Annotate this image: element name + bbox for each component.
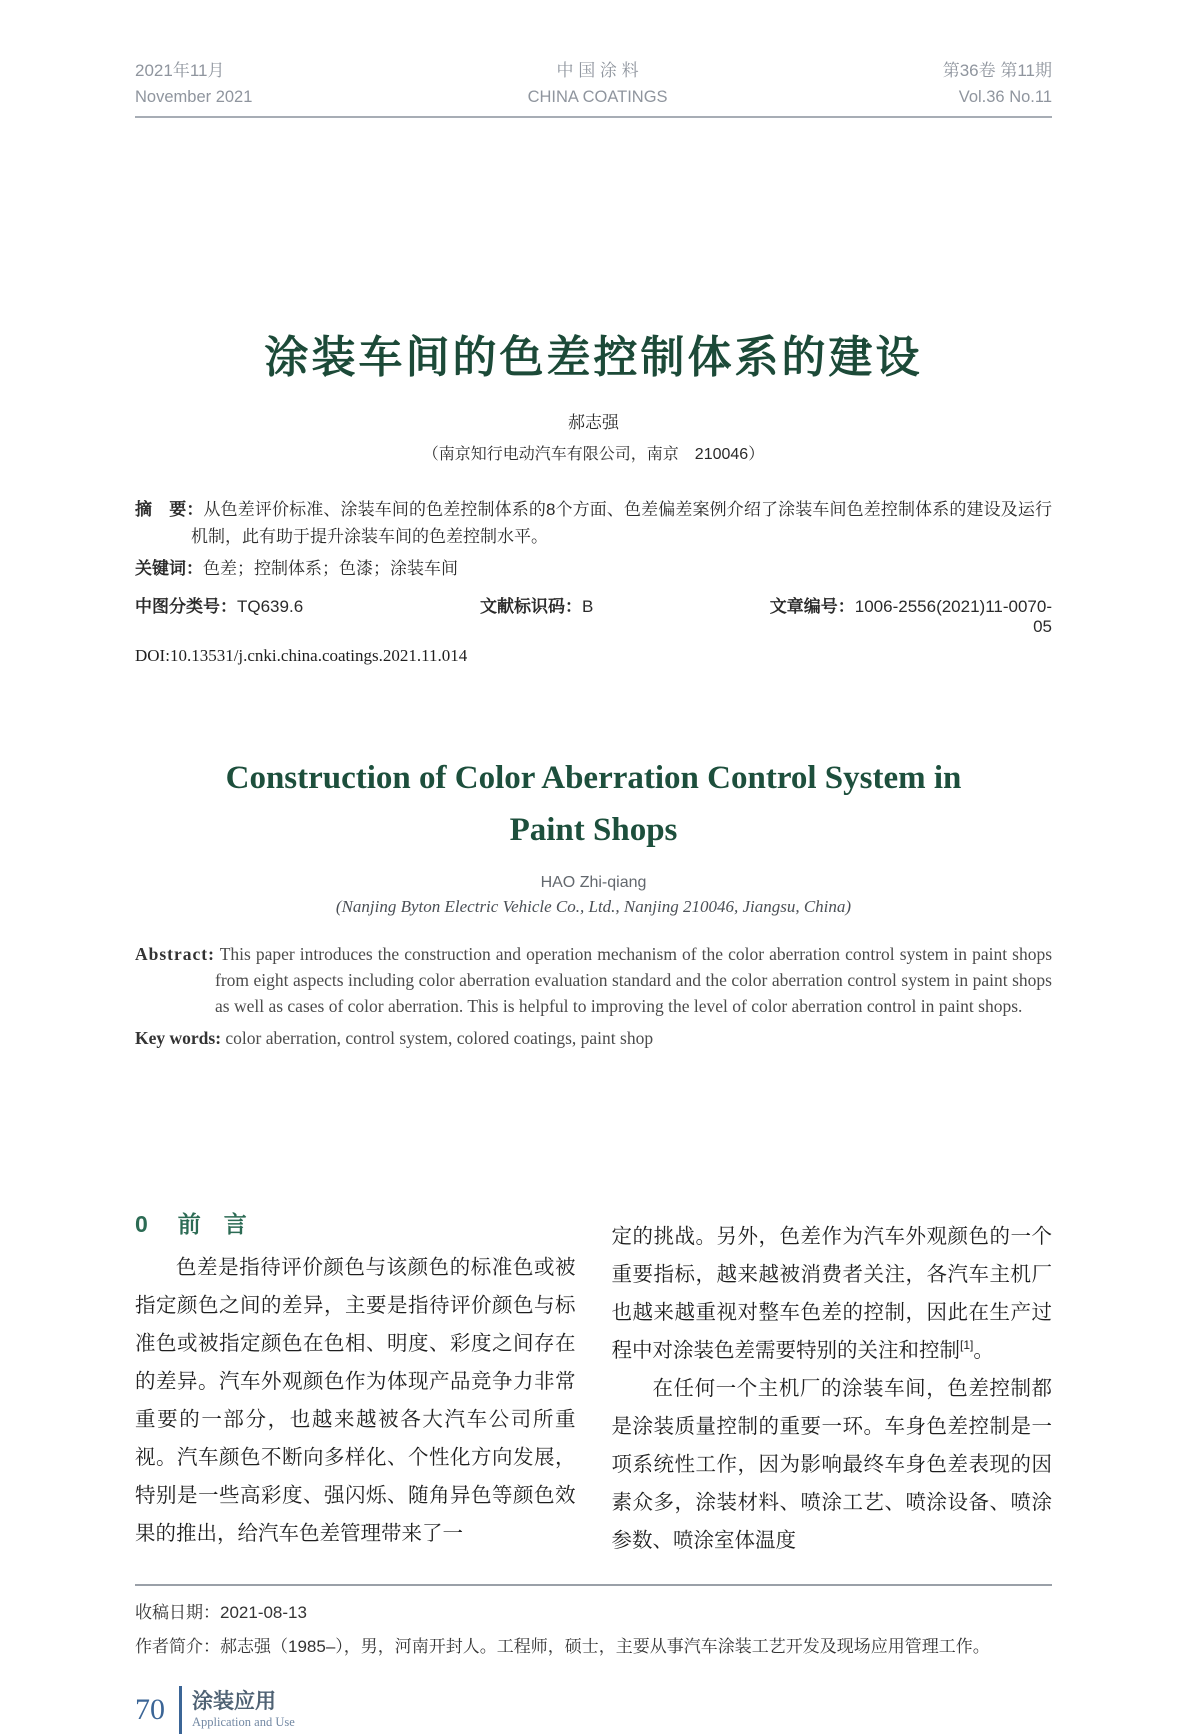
keywords-en-text: color aberration, control system, colored coatings, paint shop (225, 1028, 654, 1048)
header-date (135, 58, 252, 110)
abstract-en-label: Abstract: (135, 944, 215, 964)
meta-clc-value: TQ639.6 (237, 597, 304, 616)
meta-article-id-value: 1006-2556(2021)11-0070-05 (854, 597, 1052, 636)
body-paragraph-right-2: 在任何一个主机厂的涂装车间，色差控制都是涂装质量控制的重要一环。车身色差控制是一项系统性工作，因为影响最终车身色差表现的因素众多，涂装材料、喷涂工艺、喷涂设备、喷涂参数、喷涂室体温度 (611, 1377, 1052, 1552)
abstract-cn (135, 496, 1052, 550)
citation-ref-1: [1] (960, 1338, 974, 1353)
meta-clc (135, 592, 480, 637)
abstract-cn-text: 从色差评价标准、涂装车间的色差控制体系的8个方面、色差偏差案例介绍了涂装车间色差控制体系的建设及运行机制，此有助于提升涂装车间的色差控制水平。 (191, 500, 1053, 546)
journal-name-en: CHINA COATINGS (527, 88, 668, 106)
received-date-value: 2021-08-13 (220, 1603, 307, 1622)
header-date-en: November 2021 (135, 88, 253, 106)
meta-row (135, 592, 1052, 637)
received-date-label: 收稿日期： (135, 1603, 220, 1622)
header-date-cn: 2021年11月 (135, 61, 225, 80)
article-title-en (135, 752, 1052, 856)
issue-cn: 第36卷 第11期 (942, 61, 1052, 80)
page-marker (135, 1686, 1052, 1734)
meta-article-id-label: 文章编号： (769, 597, 855, 616)
article-title-en-line2: Paint Shops (509, 812, 678, 848)
page-marker-divider (179, 1686, 182, 1734)
meta-clc-label: 中图分类号： (135, 597, 237, 616)
keywords-en-label: Key words: (135, 1028, 222, 1048)
body-left-column (135, 1209, 576, 1560)
meta-doc-code-label: 文献标识码： (480, 597, 582, 616)
article-title-cn: 涂装车间的色差控制体系的建设 (264, 333, 923, 382)
keywords-cn-label: 关键词： (135, 559, 203, 578)
keywords-cn (135, 555, 1052, 582)
meta-doc-code-value: B (582, 597, 594, 616)
column-name-en: Application and Use (192, 1715, 295, 1729)
section-0-heading (135, 1209, 576, 1239)
abstract-cn-label: 摘 要： (135, 500, 204, 519)
author-en: HAO Zhi-qiang (540, 874, 647, 891)
page-number: 70 (135, 1693, 165, 1726)
body-columns (135, 1209, 1052, 1560)
keywords-en (135, 1025, 1052, 1051)
body-paragraph-right-1 (612, 1218, 1053, 1370)
keywords-cn-text: 色差；控制体系；色漆；涂装车间 (203, 559, 458, 578)
journal-header (135, 0, 1052, 110)
article-title-en-line1: Construction of Color Aberration Control System in (225, 760, 962, 796)
affiliation-en: (Nanjing Byton Electric Vehicle Co., Ltd., Nanjing 210046, Jiangsu, China) (335, 897, 852, 916)
section-0-number: 0 (135, 1211, 148, 1237)
paragraph-right-1-text: 定的挑战。另外，色差作为汽车外观颜色的一个重要指标，越来越被消费者关注，各汽车主机厂也越来越重视对整车色差的控制，因此在生产过程中对涂装色差需要特别的关注和控制 (611, 1225, 1052, 1362)
meta-doc-code (480, 592, 760, 637)
footnote-rule (135, 1584, 1052, 1586)
affiliation-cn: （南京知行电动汽车有限公司，南京 210046） (422, 446, 765, 463)
author-cn: 郝志强 (568, 413, 619, 432)
header-journal-name (528, 58, 668, 110)
author-bio-value: 郝志强（1985–），男，河南开封人。工程师，硕士，主要从事汽车涂装工艺开发及现场应用管理工作。 (220, 1637, 990, 1656)
column-section (192, 1690, 295, 1730)
header-rule (135, 116, 1052, 118)
author-bio-label: 作者简介： (135, 1637, 220, 1656)
body-paragraph-left: 色差是指待评价颜色与该颜色的标准色或被指定颜色之间的差异，主要是指待评价颜色与标准色或被指定颜色在色相、明度、彩度之间存在的差异。汽车外观颜色作为体现产品竞争力非常重要的一部分，也越来越被各大汽车公司所重视。汽车颜色不断向多样化、个性化方向发展，特别是一些高彩度、强闪烁、随角异色等颜色效果的推出，给汽车色差管理带来了一 (135, 1256, 576, 1545)
doi: DOI:10.13531/j.cnki.china.coatings.2021.11.014 (135, 646, 468, 665)
paragraph-right-1-end: 。 (973, 1339, 994, 1362)
received-date-note (135, 1600, 1052, 1626)
meta-article-id (760, 592, 1052, 637)
author-bio-note (135, 1634, 1052, 1660)
column-name-cn: 涂装应用 (192, 1690, 276, 1713)
header-issue (943, 58, 1052, 110)
body-right-column (612, 1209, 1053, 1560)
issue-en: Vol.36 No.11 (958, 88, 1052, 106)
abstract-en (135, 941, 1052, 1019)
section-0-title: 前 言 (177, 1211, 247, 1237)
abstract-en-text: This paper introduces the construction and operation mechanism of the color aberration control system in paint shops from eight aspects including color aberration evaluation standard and the color aberration control system in paint shops as well as cases of color aberration. This is helpful to improving the level of color aberration control in paint shops. (215, 944, 1053, 1016)
journal-name-cn: 中 国 涂 料 (556, 61, 639, 80)
